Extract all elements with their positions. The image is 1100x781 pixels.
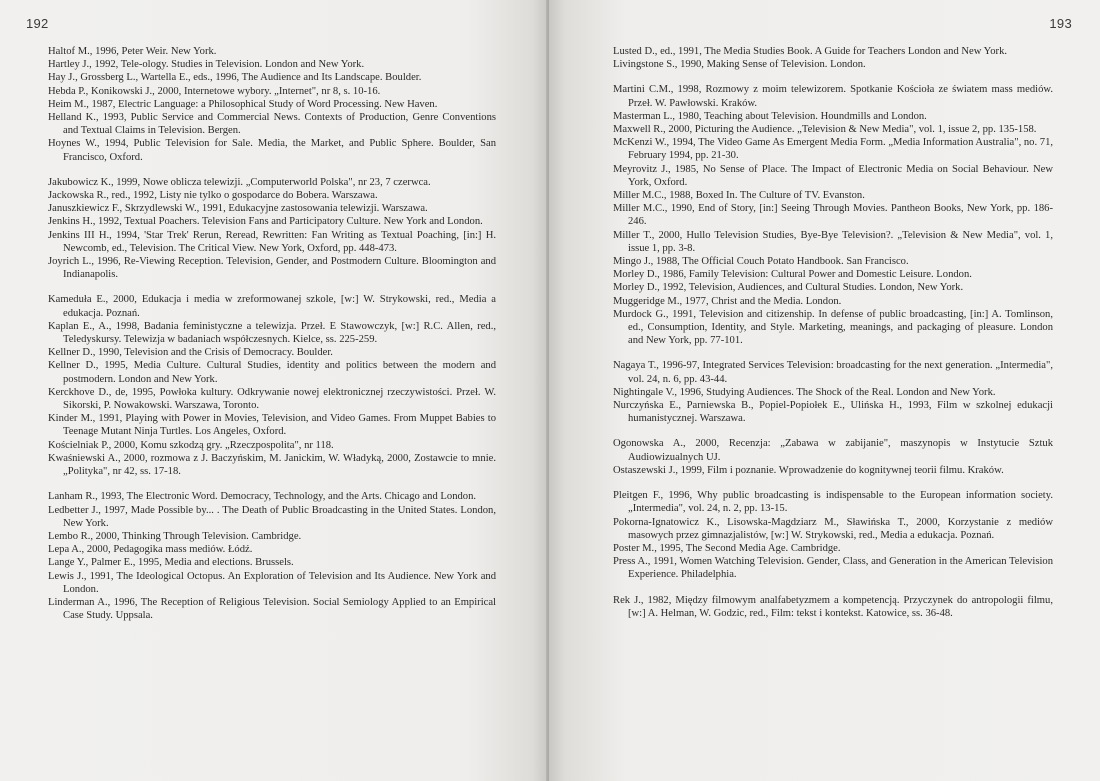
bibliography-list-left: [48, 45, 496, 622]
bibliography-entry: Miller M.C., 1988, Boxed In. The Culture of TV. Evanston.: [613, 190, 865, 202]
bibliography-list-right: [613, 45, 1053, 620]
bibliography-entry: Hebda P., Konikowski J., 2000, Internetowe wybory. „Internet", nr 8, s. 10-16.: [48, 85, 381, 97]
bibliography-entry: Helland K., 1993, Public Service and Commercial News. Contexts of Production, Genre Conventions and Textual Claims in Television. Bergen.: [48, 112, 496, 137]
bibliography-entry: Linderman A., 1996, The Reception of Religious Television. Social Semiology Applied to an Empirical Case Study. Uppsala.: [48, 596, 496, 622]
bibliography-entry: Januszkiewicz F., Skrzydlewski W., 1991, Edukacyjne zastosowania telewizji. Warszawa.: [48, 203, 428, 215]
bibliography-entry: Lanham R., 1993, The Electronic Word. Democracy, Technology, and the Arts. Chicago and London.: [48, 491, 477, 503]
bibliography-entry: Martini C.M., 1998, Rozmowy z moim telewizorem. Spotkanie Kościoła ze światem mass mediów. Przeł. W. Pawłowski. Kraków.: [613, 84, 1053, 109]
bibliography-entry: Poster M., 1995, The Second Media Age. Cambridge.: [613, 542, 841, 554]
bibliography-entry: Livingstone S., 1990, Making Sense of Television. London.: [613, 59, 866, 71]
bibliography-entry: Hoynes W., 1994, Public Television for Sale. Media, the Market, and Public Sphere. Boulder, San Francisco, Oxford.: [48, 138, 496, 163]
bibliography-entry: Maxwell R., 2000, Picturing the Audience. „Television & New Media", vol. 1, issue 2, pp. 135-158.: [613, 124, 1037, 136]
bibliography-entry: Nightingale V., 1996, Studying Audiences. The Shock of the Real. London and New York.: [613, 386, 996, 398]
bibliography-entry: Nagaya T., 1996-97, Integrated Services Television: broadcasting for the next generation. „Intermedia", vol. 24, n. 6, pp. 43-44.: [613, 360, 1053, 385]
bibliography-entry: Joyrich L., 1996, Re-Viewing Reception. Television, Gender, and Postmodern Culture. Bloomington and Indianapolis.: [48, 256, 496, 281]
bibliography-entry: Morley D., 1992, Television, Audiences, and Cultural Studies. London, New York.: [613, 282, 964, 294]
bibliography-entry: Lembo R., 2000, Thinking Through Television. Cambridge.: [48, 530, 302, 542]
bibliography-entry: Heim M., 1987, Electric Language: a Philosophical Study of Word Processing. New Haven.: [48, 98, 438, 110]
right-page: [549, 0, 1100, 781]
bibliography-entry: McKenzi W., 1994, The Video Game As Emergent Media Form. „Media Information Australia", no. 71, February 1994, pp. 21-30.: [613, 137, 1054, 162]
bibliography-entry: Miller T., 2000, Hullo Television Studies, Bye-Bye Television?. „Television & New Media", vol. 1, issue 1, pp. 3-8.: [613, 229, 1053, 254]
bibliography-entry: Kerckhove D., de, 1995, Powłoka kultury. Odkrywanie nowej elektronicznej rzeczywistości. Przeł. W. Sikorski, P. Nowakowski. Warszawa, Toronto.: [48, 386, 496, 412]
bibliography-entry: Masterman L., 1980, Teaching about Television. Houndmills and London.: [613, 110, 927, 122]
bibliography-entry: Lewis J., 1991, The Ideological Octopus. An Exploration of Television and Its Audience. New York and London.: [48, 570, 496, 595]
bibliography-entry: Mingo J., 1988, The Official Couch Potato Handbook. San Francisco.: [613, 256, 909, 268]
bibliography-entry: Kaplan E., A., 1998, Badania feministyczne a telewizja. Przeł. E Stawowczyk, [w:] R.C. Allen, red., Teledyskursy. Telewizja w badaniach współczesnych. Kielce, ss. 225-259.: [48, 320, 496, 346]
bibliography-entry: Kellner D., 1990, Television and the Crisis of Democracy. Boulder.: [48, 347, 333, 359]
bibliography-entry: Jenkins III H., 1994, 'Star Trek' Rerun, Reread, Rewritten: Fan Writing as Textual Poaching, [in:] H. Newcomb, ed., Television. The Critical View. New York, Oxford, pp. 448-473.: [48, 229, 496, 254]
bibliography-entry: Ostaszewski J., 1999, Film i poznanie. Wprowadzenie do kognitywnej teorii filmu. Kraków.: [613, 464, 1004, 476]
bibliography-entry: Pleitgen F., 1996, Why public broadcasting is indispensable to the European information society. „Intermedia", vol. 24, n. 2, pp. 13-15.: [613, 490, 1053, 515]
bibliography-entry: Rek J., 1982, Między filmowym analfabetyzmem a kompetencją. Przyczynek do antropologii filmu, [w:] A. Helman, W. Godzic, red., Film: tekst i kontekst. Katowice, ss. 36-48.: [613, 594, 1053, 619]
bibliography-entry: Hay J., Grossberg L., Wartella E., eds., 1996, The Audience and Its Landscape. Boulder.: [48, 72, 422, 84]
bibliography-entry: Kellner D., 1995, Media Culture. Cultural Studies, identity and politics between the modern and postmodern. London and New York.: [48, 360, 496, 385]
bibliography-entry: Ogonowska A., 2000, Recenzja: „Zabawa w zabijanie", maszynopis w Instytucie Sztuk Audiowizualnych UJ.: [613, 438, 1053, 463]
bibliography-entry: Haltof M., 1996, Peter Weir. New York.: [48, 46, 217, 57]
bibliography-entry: Jenkins H., 1992, Textual Poachers. Television Fans and Participatory Culture. New York and London.: [48, 216, 483, 228]
bibliography-entry: Lusted D., ed., 1991, The Media Studies Book. A Guide for Teachers London and New York.: [613, 46, 1008, 57]
bibliography-entry: Ledbetter J., 1997, Made Possible by... . The Death of Public Broadcasting in the United States. London, New York.: [48, 504, 496, 529]
bibliography-entry: Lepa A., 2000, Pedagogika mass mediów. Łódź.: [48, 544, 253, 556]
bibliography-entry: Murdock G., 1991, Television and citizenship. In defense of public broadcasting, [in:] A. Tomlinson, ed., Consumption, Identity, and Style. Marketing, meanings, and packaging of pleasure. London and New York, pp. 77-101.: [613, 308, 1053, 347]
page-number-left: 192: [26, 16, 49, 31]
page-number-right: 193: [1049, 16, 1072, 31]
left-page: [0, 0, 549, 781]
bibliography-entry: Press A., 1991, Women Watching Television. Gender, Class, and Generation in the American Television Experience. Philadelphia.: [613, 556, 1053, 581]
bibliography-entry: Pokorna-Ignatowicz K., Lisowska-Magdziarz M., Sławińska T., 2000, Korzystanie z mediów masowych przez gimnazjalistów, [w:] W. Strykowski, red., Media a edukacja. Poznań.: [613, 516, 1053, 541]
bibliography-entry: Meyrovitz J., 1985, No Sense of Place. The Impact of Electronic Media on Social Behaviour. New York, Oxford.: [613, 163, 1053, 188]
bibliography-entry: Kościelniak P., 2000, Komu szkodzą gry. „Rzeczpospolita", nr 118.: [48, 439, 334, 451]
bibliography-entry: Jackowska R., red., 1992, Listy nie tylko o gospodarce do Bobera. Warszawa.: [48, 190, 378, 202]
bibliography-entry: Kameduła E., 2000, Edukacja i media w zreformowanej szkole, [w:] W. Strykowski, red., Media a edukacja. Poznań.: [48, 294, 496, 319]
bibliography-entry: Miller M.C., 1990, End of Story, [in:] Seeing Through Movies. Pantheon Books, New York, pp. 186-246.: [613, 203, 1053, 228]
bibliography-entry: Muggeridge M., 1977, Christ and the Media. London.: [613, 295, 842, 307]
bibliography-entry: Lange Y., Palmer E., 1995, Media and elections. Brussels.: [48, 557, 294, 569]
bibliography-entry: Hartley J., 1992, Tele-ology. Studies in Television. London and New York.: [48, 59, 365, 71]
bibliography-entry: Kinder M., 1991, Playing with Power in Movies, Television, and Video Games. From Muppet Babies to Teenage Mutant Ninja Turtles. Los Angeles, Oxford.: [48, 413, 496, 438]
bibliography-entry: Nurczyńska E., Parniewska B., Popiel-Popiołek E., Ulińska H., 1993, Film w szkolnej edukacji humanistycznej. Warszawa.: [613, 400, 1053, 425]
bibliography-entry: Jakubowicz K., 1999, Nowe oblicza telewizji. „Computerworld Polska", nr 23, 7 czerwca.: [48, 176, 431, 188]
bibliography-entry: Kwaśniewski A., 2000, rozmowa z J. Baczyńskim, M. Janickim, W. Władyką, 2000, Zostawcie to mnie. „Polityka", nr 42, ss. 17-18.: [48, 452, 496, 478]
bibliography-entry: Morley D., 1986, Family Television: Cultural Power and Domestic Leisure. London.: [613, 269, 972, 281]
